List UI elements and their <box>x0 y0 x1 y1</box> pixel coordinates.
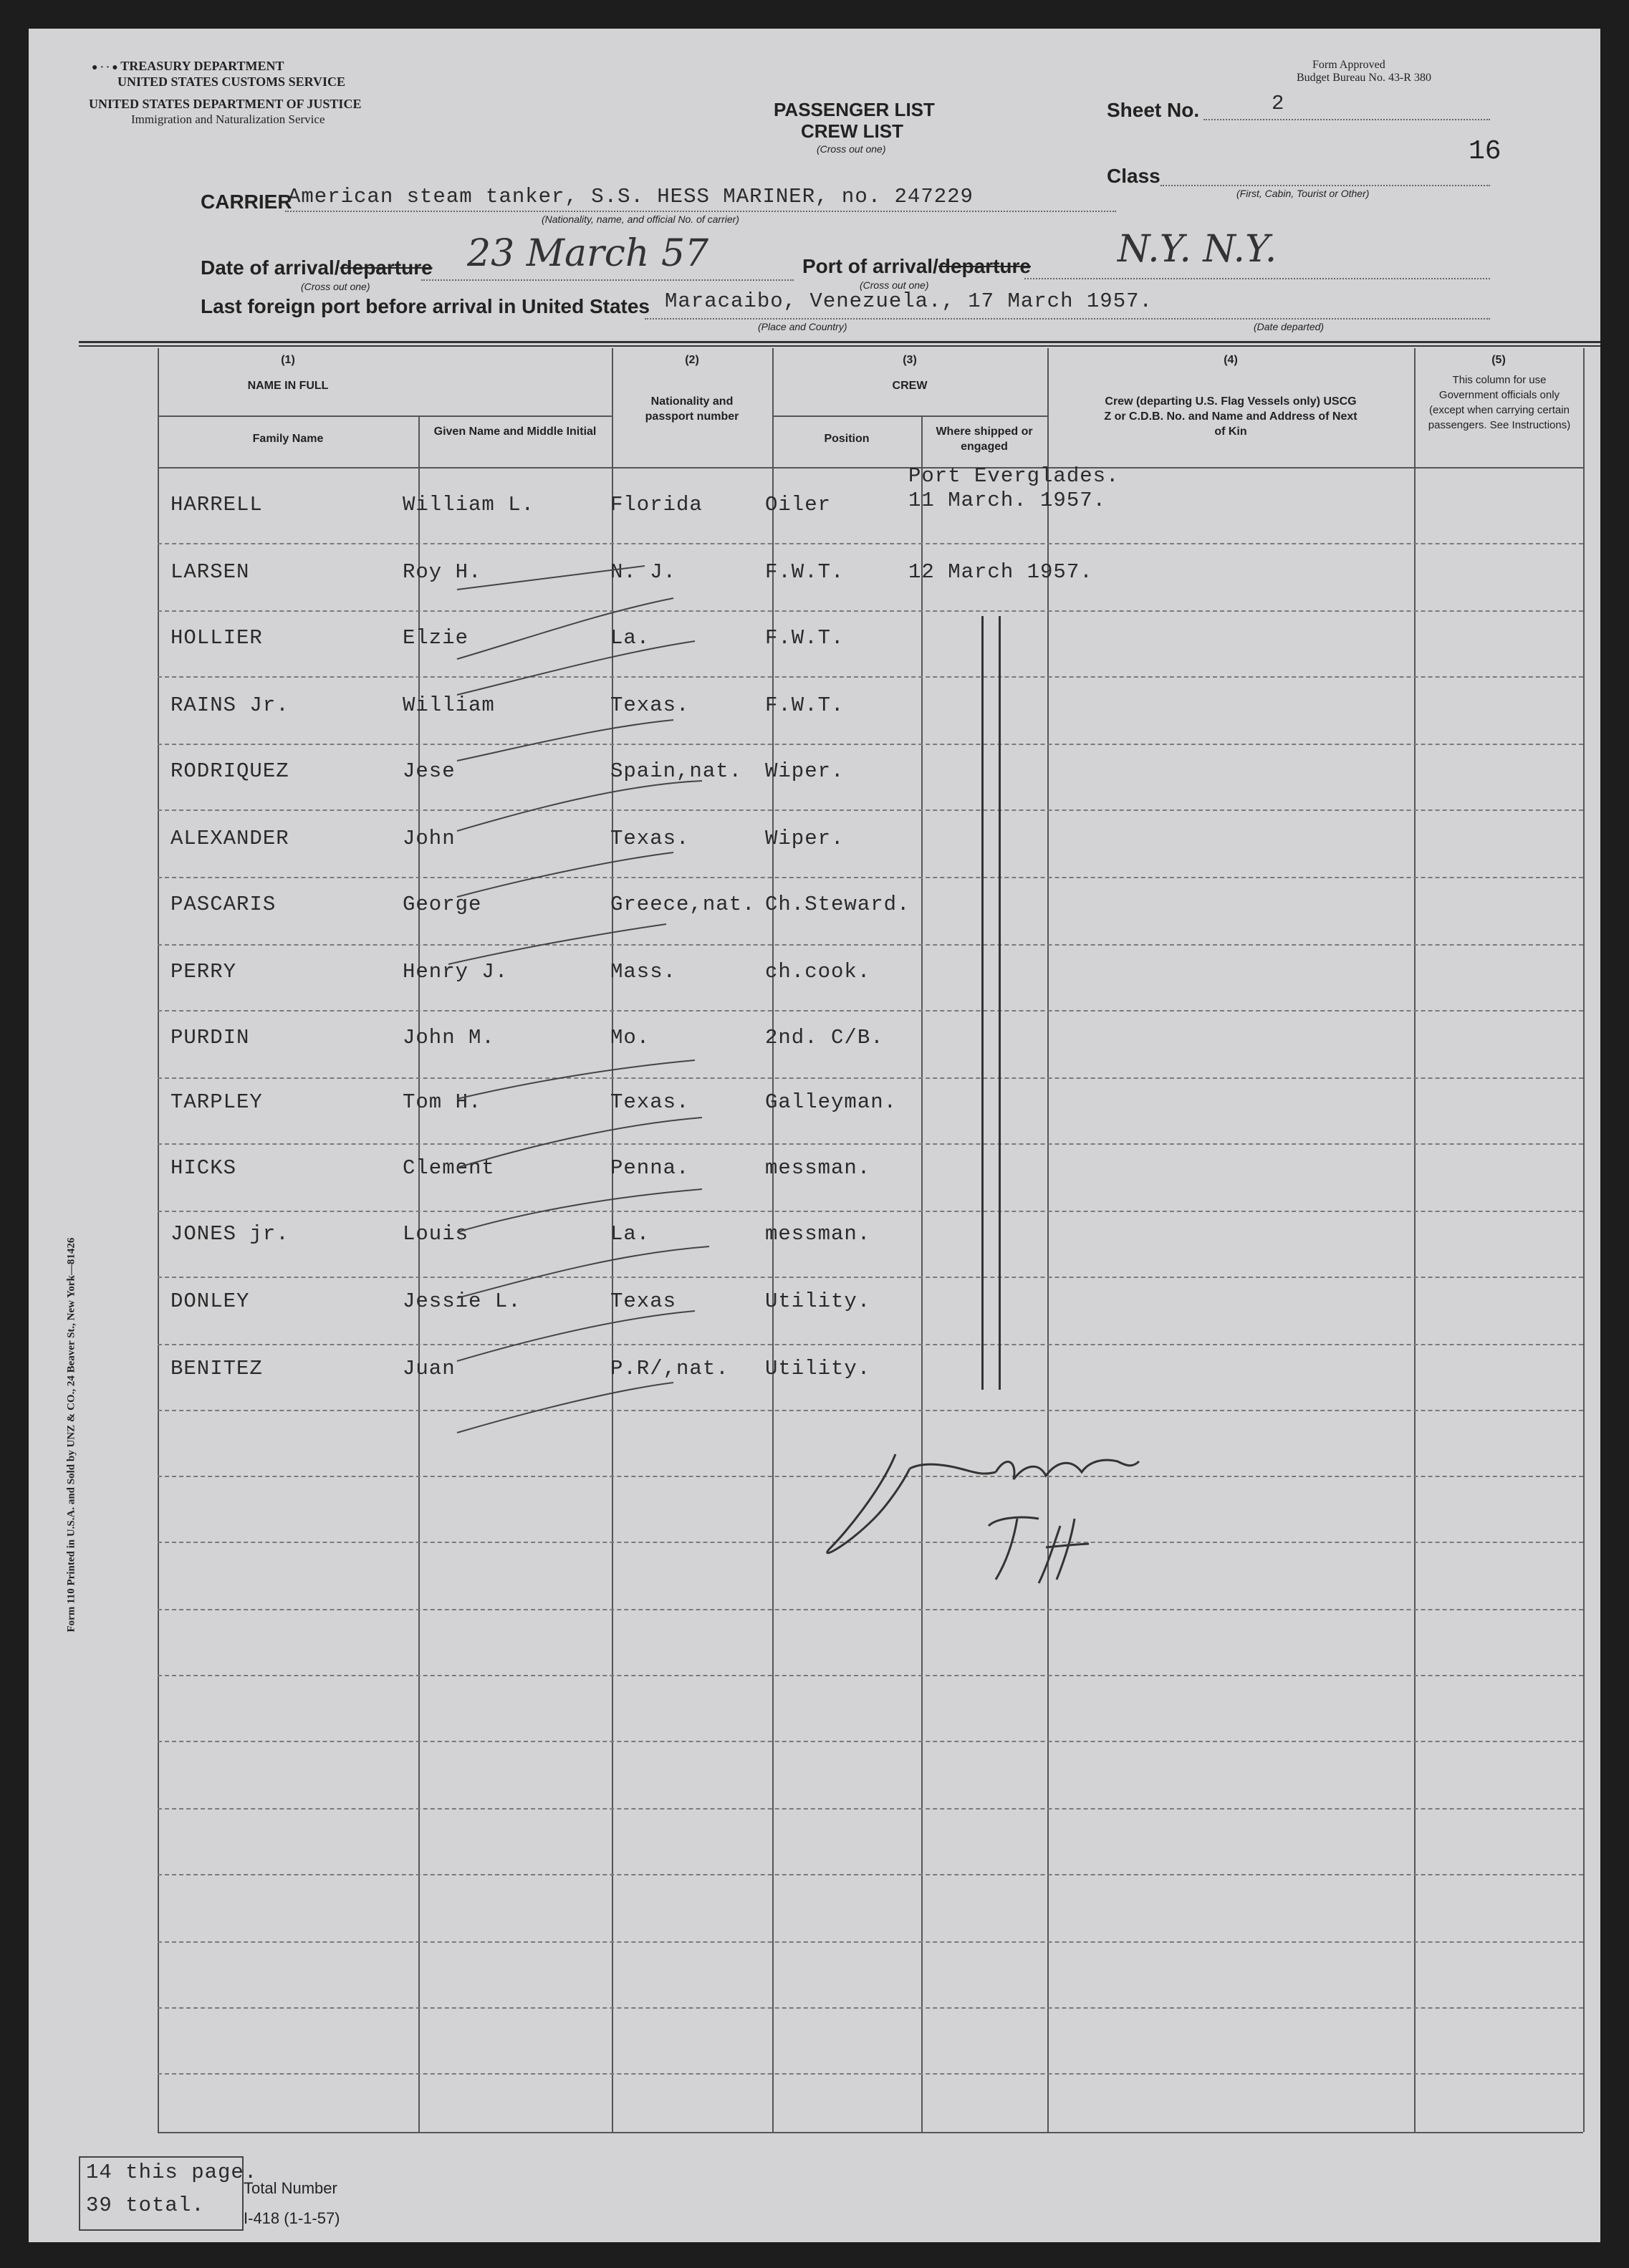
row-position: Utility. <box>765 1289 871 1313</box>
row-nationality: P.R/,nat. <box>610 1357 729 1380</box>
foreign-port-value: Maracaibo, Venezuela., 17 March 1957. <box>665 289 1153 313</box>
row-position: Oiler <box>765 493 832 516</box>
justice-dept: UNITED STATES DEPARTMENT OF JUSTICE <box>89 97 362 111</box>
row-nationality: Texas. <box>610 1090 690 1114</box>
row-given-name: John <box>403 827 456 850</box>
row-given-name: Louis <box>403 1222 469 1246</box>
row-given-name: Jese <box>403 759 456 783</box>
row-nationality: La. <box>610 626 650 650</box>
row-position: F.W.T. <box>765 693 845 717</box>
port-label: Port of arrival/ <box>802 255 938 277</box>
form-approved: Form Approved <box>1312 59 1385 71</box>
row-family-name: LARSEN <box>170 560 250 584</box>
col-family-name: Family Name <box>252 433 324 445</box>
row-given-name: John M. <box>403 1026 495 1049</box>
row-nationality: Penna. <box>610 1156 690 1180</box>
signature-initials: T.H. <box>1232 1590 1234 1591</box>
side-print: Form 110 Printed in U.S.A. and Sold by UNZ & CO., 24 Beaver St., New York—81426 <box>65 1237 77 1633</box>
count-page: 14 this page. <box>86 2161 258 2184</box>
col-where-shipped: Where shipped or engaged <box>936 426 1033 453</box>
row-given-name: George <box>403 893 482 916</box>
col3-num: (3) <box>903 354 917 366</box>
row-position: Galleyman. <box>765 1090 898 1114</box>
row-position: 2nd. C/B. <box>765 1026 884 1049</box>
foreign-port-label: Last foreign port before arrival in United States <box>201 295 650 317</box>
total-label: Total Number <box>244 2179 337 2197</box>
row-given-name: William <box>403 693 495 717</box>
col5-title: This column for use Government officials only (except when carrying certain passengers. See Instructions) <box>1428 374 1571 431</box>
row-nationality: Texas <box>610 1289 677 1313</box>
title-passenger-list: PASSENGER LIST <box>774 99 935 120</box>
col-position: Position <box>824 433 870 445</box>
row-where-shipped: Port Everglades. 11 March. 1957. <box>908 464 1120 512</box>
treasury-dept: TREASURY DEPARTMENT <box>120 59 284 73</box>
row-family-name: PURDIN <box>170 1026 250 1049</box>
row-family-name: BENITEZ <box>170 1357 263 1380</box>
col4-title: Crew (departing U.S. Flag Vessels only) USCG Z or C.D.B. No. and Name and Address of Next of Kin <box>1104 395 1358 438</box>
customs-service: UNITED STATES CUSTOMS SERVICE <box>117 75 345 89</box>
arrival-label: Date of arrival/ <box>201 256 340 279</box>
row-where-shipped: 12 March 1957. <box>908 560 1093 584</box>
place-note: (Place and Country) <box>758 321 847 332</box>
row-given-name: Juan <box>403 1357 456 1380</box>
row-position: Wiper. <box>765 827 845 850</box>
port-note: (Cross out one) <box>860 279 929 291</box>
row-nationality: Texas. <box>610 827 690 850</box>
row-family-name: PERRY <box>170 960 237 984</box>
row-given-name: Elzie <box>403 626 469 650</box>
row-family-name: HICKS <box>170 1156 237 1180</box>
carrier-label: CARRIER <box>201 191 292 213</box>
handwritten-signature <box>802 1440 1232 1597</box>
row-given-name: Jessie L. <box>403 1289 522 1313</box>
carrier-value: American steam tanker, S.S. HESS MARINER, no. 247229 <box>288 185 974 208</box>
form-page: ● · · ● TREASURY DEPARTMENT UNITED STATES CUSTOMS SERVICE UNITED STATES DEPARTMENT OF JUSTICE Immigration and Naturalization Service PASSENGER LIST CREW LIST (Cross out one) Form Approved Budget Bureau No. 43-R 380 Sheet No. 2 16 Class (First, Cabin, Tourist or Other) CARRIER American steam tanker, S.S. HESS MARINER, no. 247229 (Nationality, name, and official No. of carrier) Date of arrival/departure (Cross out one) 23 March 57 Port of arrival/departure (Cross out one) N.Y. N.Y. Last foreign port before arrival in United States Maracaibo, Venezuela., 17 March 1957. (Place and Country) (Date departed) (1) NAME IN FULL Family Name Given Name and Middle Initial (2) Nationality and passport number (3) CREW Position Where shipped or engaged (4) Crew (departing U.S. Flag Vessels only) USCG Z or C.D.B. No. and Name and Address of Next of Kin (5) This column for use Government officials only (except when carrying certain passengers. See Instructions) HARRELL William L. Florida Oiler Port Everglades. 11 March. 1957. LARSEN Roy H. N. J. F.W.T. 12 March 1957. HOLLIER Elzie La. F.W.T. RAINS Jr. William Texas. F.W.T. RODRIQUEZ Jese Spain,nat. Wiper. ALEXANDER John Texas. Wiper. PASCARIS George Greece,nat. Ch.Steward. PERRY Henry J. Mass. ch.cook. PURDIN John M. Mo. 2nd. C/B. TARPLEY Tom H. Texas. Galleyman. HICKS Clement Penna. messman. JONES jr. Louis La. messman. DONLEY Jessie L. Texas Utility. BENITEZ Juan P.R/,nat. Utility. T.H. Form 110 Printed in U.S.A. and Sold by UNZ & CO., 24 Beaver St., New York—81426 14 this page. 39 total. Total Number I-418 (1-1-57) <box>29 29 1600 2242</box>
col3-title: CREW <box>892 380 928 392</box>
col-given-name: Given Name and Middle Initial <box>433 426 597 438</box>
sheet-value: 2 <box>1272 92 1285 115</box>
row-given-name: Tom H. <box>403 1090 482 1114</box>
date-note: (Date departed) <box>1254 321 1325 332</box>
row-given-name: Clement <box>403 1156 495 1180</box>
row-family-name: RODRIQUEZ <box>170 759 289 783</box>
title-note: (Cross out one) <box>817 143 886 155</box>
row-nationality: Florida <box>610 493 703 516</box>
col2-num: (2) <box>685 354 699 366</box>
row-given-name: William L. <box>403 493 535 516</box>
ins-service: Immigration and Naturalization Service <box>131 112 325 126</box>
arrival-note: (Cross out one) <box>301 281 370 292</box>
row-family-name: RAINS Jr. <box>170 693 289 717</box>
row-given-name: Roy H. <box>403 560 482 584</box>
col5-num: (5) <box>1491 354 1506 366</box>
row-nationality: Mass. <box>610 960 677 984</box>
row-nationality: Spain,nat. <box>610 759 743 783</box>
count-total: 39 total. <box>86 2193 205 2217</box>
row-position: F.W.T. <box>765 626 845 650</box>
row-family-name: DONLEY <box>170 1289 250 1313</box>
port-struck: departure <box>938 255 1031 277</box>
row-position: Utility. <box>765 1357 871 1380</box>
row-nationality: N. J. <box>610 560 677 584</box>
row-position: Ch.Steward. <box>765 893 910 916</box>
port-value-handwritten: N.Y. N.Y. <box>1118 228 1277 271</box>
row-nationality: Texas. <box>610 693 690 717</box>
col4-num: (4) <box>1224 354 1238 366</box>
title-crew-list: CREW LIST <box>801 120 903 142</box>
class-note: (First, Cabin, Tourist or Other) <box>1236 188 1370 199</box>
arrival-date-handwritten: 23 March 57 <box>467 232 709 275</box>
row-nationality: Mo. <box>610 1026 650 1049</box>
class-label: Class <box>1107 165 1161 187</box>
row-family-name: JONES jr. <box>170 1222 289 1246</box>
row-family-name: PASCARIS <box>170 893 277 916</box>
row-nationality: Greece,nat. <box>610 893 756 916</box>
sheet-label: Sheet No. <box>1107 99 1200 121</box>
page-number: 16 <box>1469 136 1501 167</box>
row-family-name: ALEXANDER <box>170 827 289 850</box>
row-position: ch.cook. <box>765 960 871 984</box>
row-position: F.W.T. <box>765 560 845 584</box>
budget-bureau: Budget Bureau No. 43-R 380 <box>1297 72 1431 84</box>
row-position: messman. <box>765 1156 871 1180</box>
col1-num: (1) <box>281 354 295 366</box>
checkmark-strokes <box>29 29 1600 2242</box>
col1-title: NAME IN FULL <box>247 380 329 392</box>
arrival-struck: departure <box>340 256 433 279</box>
col2-title: Nationality and passport number <box>645 395 739 423</box>
row-family-name: TARPLEY <box>170 1090 263 1114</box>
row-given-name: Henry J. <box>403 960 509 984</box>
row-family-name: HARRELL <box>170 493 263 516</box>
row-family-name: HOLLIER <box>170 626 263 650</box>
row-position: messman. <box>765 1222 871 1246</box>
carrier-note: (Nationality, name, and official No. of carrier) <box>542 213 739 225</box>
form-number: I-418 (1-1-57) <box>244 2209 340 2227</box>
row-position: Wiper. <box>765 759 845 783</box>
row-nationality: La. <box>610 1222 650 1246</box>
